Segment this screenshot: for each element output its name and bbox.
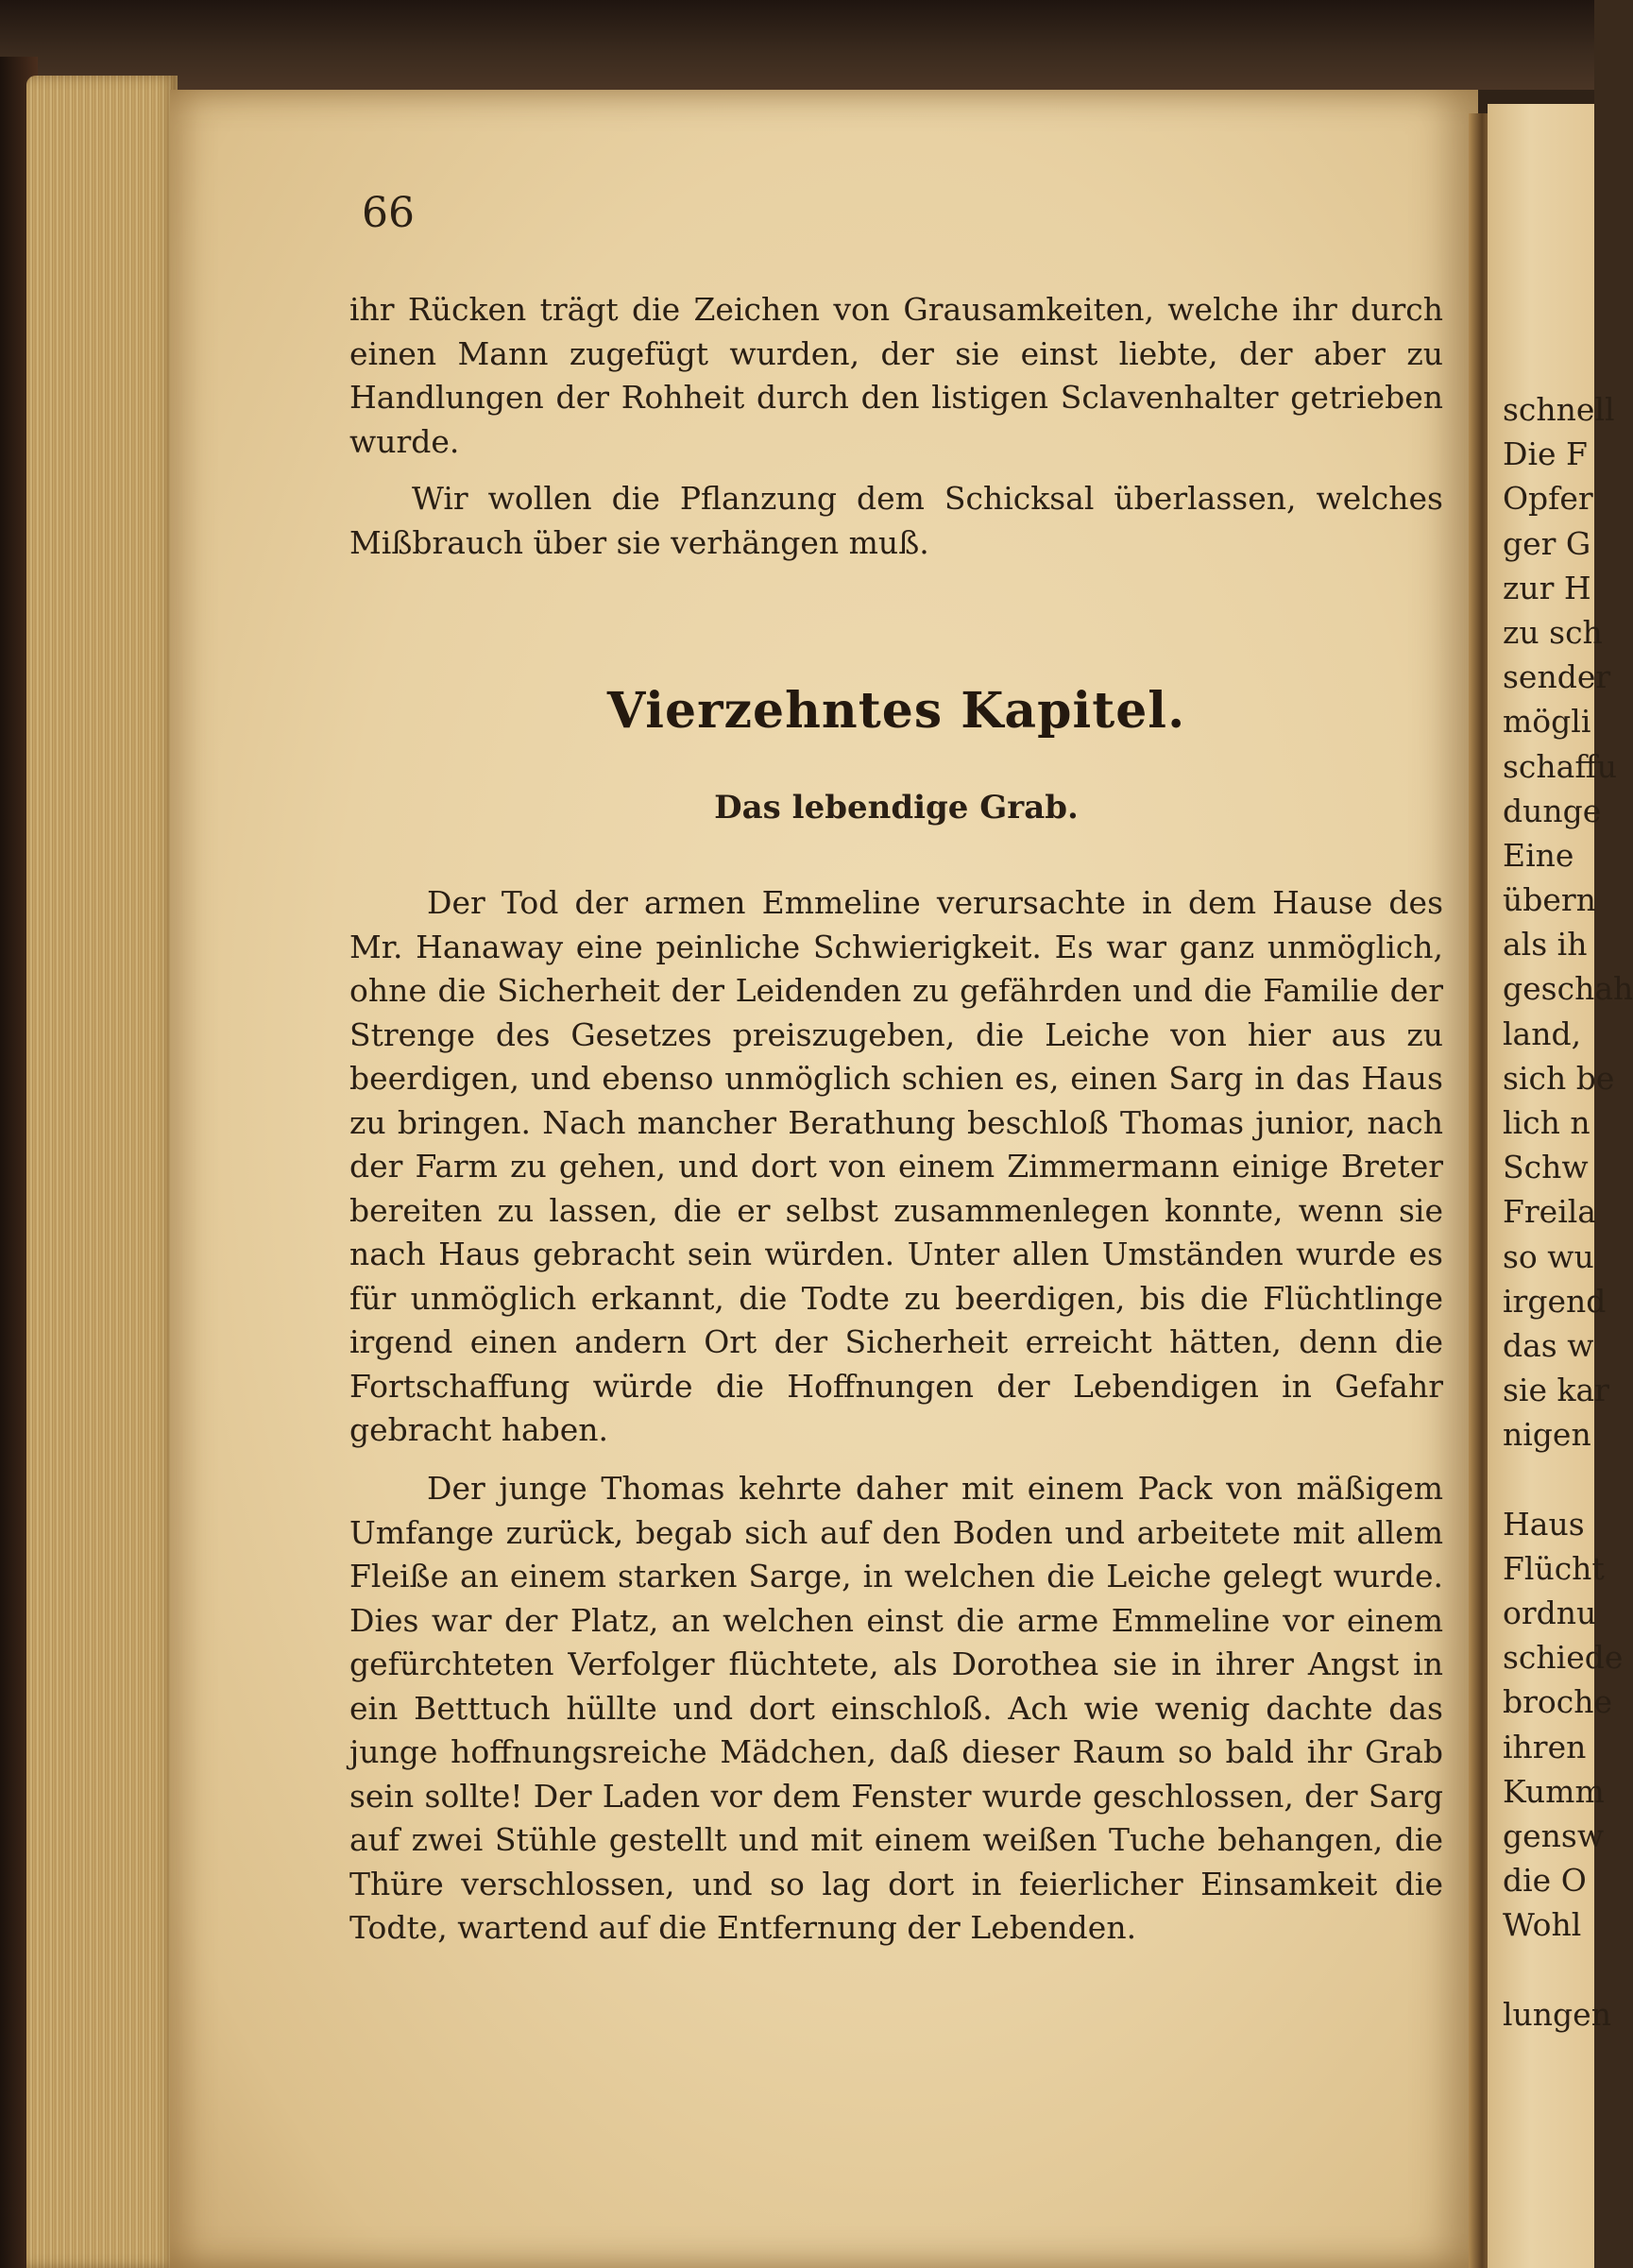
right-page-line: [1503, 1458, 1633, 1502]
right-page-line: broche: [1503, 1683, 1613, 1721]
right-page-line: Eine: [1503, 836, 1574, 874]
right-page-line: land,: [1503, 1015, 1582, 1052]
right-page-line: als ih: [1503, 926, 1588, 963]
right-page-line: [1503, 1948, 1633, 1992]
right-page-line: zur H: [1503, 569, 1591, 606]
right-page-line: Wohl: [1503, 1906, 1582, 1944]
right-page-line: dunge: [1503, 792, 1602, 829]
right-page-line: ordnu: [1503, 1594, 1597, 1632]
right-page-line: Opfer: [1503, 480, 1593, 518]
paragraph-continuation: ihr Rücken trägt die Zeichen von Grausamkeiten, welche ihr durch einen Mann zugefügt wurden, der sie einst liebte, der aber zu Handlungen der Rohheit durch den listigen Sclavenhalter getrieben wurde.: [349, 291, 1443, 460]
paragraph-emmeline-death: Der Tod der armen Emmeline verursachte in dem Hause des Mr. Hanaway eine peinliche Schwierigkeit. Es war ganz unmöglich, ohne die Sicherheit der Leidenden zu gefährden und die Familie der Strenge des Gesetzes preiszugeben, die Leiche von hier aus zu beerdigen, und ebenso unmöglich schien es, einen Sarg in das Haus zu bringen. Nach mancher Berathung beschloß Thomas junior, nach der Farm zu gehen, und dort von einem Zimmermann einige Breter bereiten zu lassen, die er selbst zusammenlegen konnte, wenn sie nach Haus gebracht sein würden. Unter allen Umständen wurde es für unmöglich erkannt, die Todte zu beerdigen, bis die Flüchtlinge irgend einen andern Ort der Sicherheit erreicht hätten, denn die Fortschaffung würde die Hoffnungen der Lebendigen in Gefahr gebracht haben.: [349, 884, 1443, 1448]
right-page-line: schnell: [1503, 391, 1615, 428]
right-page-line: übern: [1503, 881, 1596, 919]
right-page-line: die O: [1503, 1862, 1587, 1900]
paragraph-plantation: Wir wollen die Pflanzung dem Schicksal überlassen, welches Mißbrauch über sie verhängen muß.: [349, 480, 1443, 561]
page-edges: [26, 76, 178, 2268]
right-page-line: sender: [1503, 658, 1611, 696]
chapter-title: Vierzehntes Kapitel.: [606, 682, 1186, 740]
right-page-line: Kumm: [1503, 1772, 1605, 1810]
right-page-line: Die F: [1503, 435, 1588, 473]
right-page-line: Flücht: [1503, 1549, 1605, 1587]
right-page-line: irgend: [1503, 1282, 1607, 1320]
right-page-line: gensw: [1503, 1817, 1605, 1854]
right-page-line: lungen: [1503, 1995, 1611, 2033]
right-page-line: Freila: [1503, 1193, 1596, 1231]
right-page-line: nigen: [1503, 1416, 1591, 1454]
page-number: 66: [362, 189, 415, 237]
right-page-line: schiede: [1503, 1639, 1624, 1677]
right-page-fragment: [1488, 104, 1633, 2268]
right-page-line: zu sch: [1503, 613, 1603, 651]
right-page-line: ger G: [1503, 524, 1591, 562]
right-page-line: Haus: [1503, 1505, 1585, 1543]
right-page-line: ihren: [1503, 1728, 1587, 1765]
paragraph-coffin: Der junge Thomas kehrte daher mit einem Pack von mäßigem Umfange zurück, begab sich auf den Boden und arbeitete mit allem Fleiße an einem starken Sarge, in welchen die Leiche gelegt wurde. Dies war der Platz, an welchen einst die arme Emmeline vor einem gefürchteten Verfolger flüchtete, als Dorothea sie in ihrer Angst in ein Betttuch hüllte und dort einschloß. Ach wie wenig dachte das junge hoffnungsreiche Mädchen, daß dieser Raum so bald ihr Grab sein sollte! Der Laden vor dem Fenster wurde geschlossen, der Sarg auf zwei Stühle gestellt und mit einem weißen Tuche behangen, die Thüre verschlossen, und so lag dort in feierlicher Einsamkeit die Todte, wartend auf die Entfernung der Lebenden.: [349, 1470, 1443, 1946]
book-binding-top: [0, 0, 1594, 90]
right-page-line: lich n: [1503, 1104, 1590, 1141]
right-page-lines: [1503, 387, 1633, 2037]
right-page-line: geschah: [1503, 970, 1633, 1008]
chapter-subtitle: Das lebendige Grab.: [714, 789, 1079, 827]
right-page-line: schaffu: [1503, 747, 1618, 785]
right-page-line: mögli: [1503, 703, 1591, 741]
right-page-line: sich be: [1503, 1059, 1615, 1097]
right-page-line: das w: [1503, 1326, 1594, 1364]
right-page-line: sie kar: [1503, 1372, 1609, 1409]
right-page-line: so wu: [1503, 1237, 1594, 1275]
right-page-line: Schw: [1503, 1149, 1589, 1186]
